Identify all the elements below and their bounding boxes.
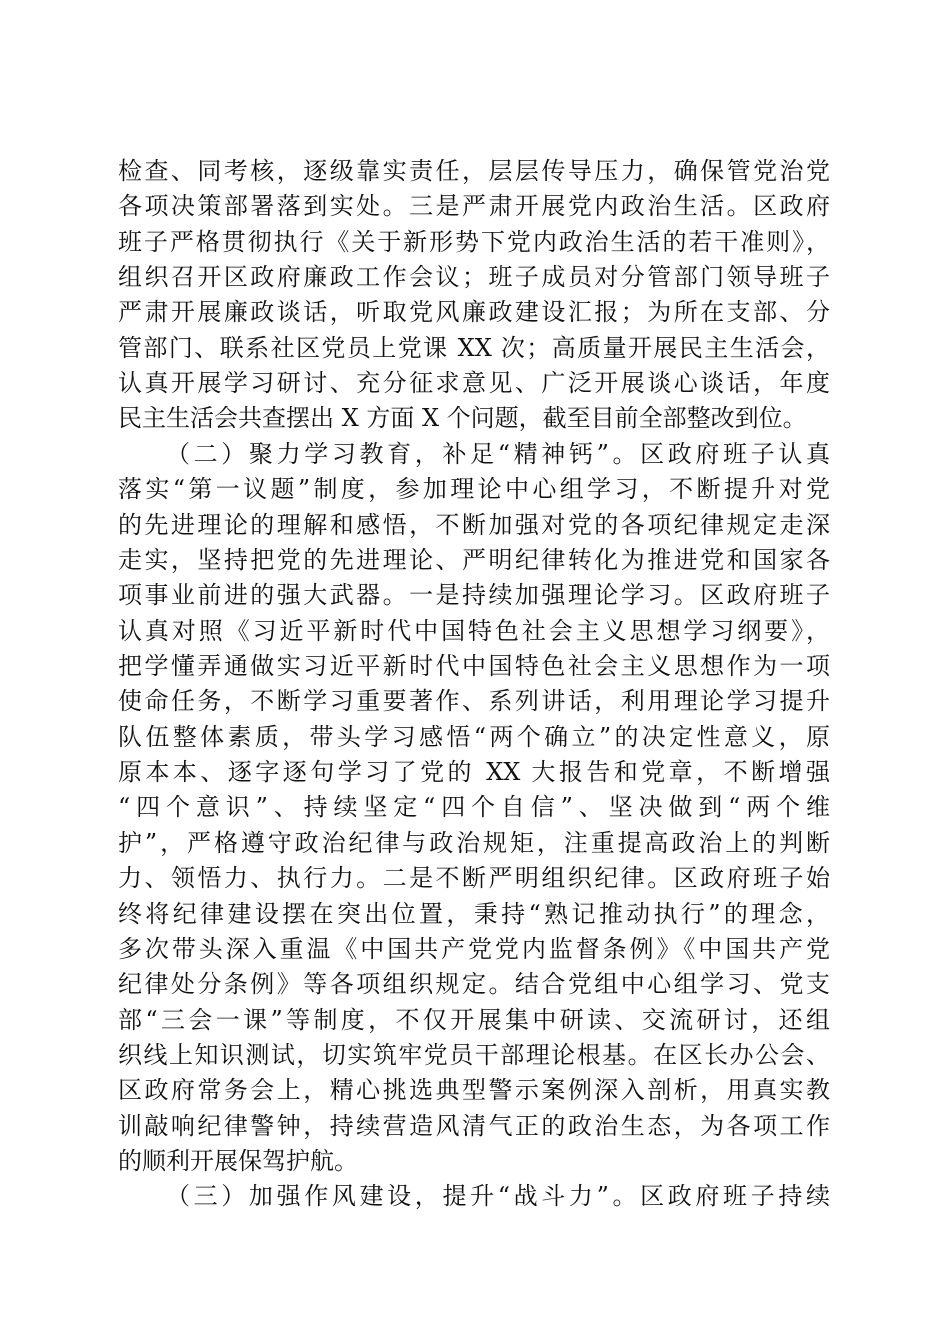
text-line: 组织召开区政府廉政工作会议；班子成员对分管部门领导班子 bbox=[118, 263, 830, 291]
text-line: 班子严格贯彻执行《关于新形势下党内政治生活的若干准则》， bbox=[118, 228, 830, 256]
text-line: 队伍整体素质，带头学习感悟“两个确立”的决定性意义，原 bbox=[118, 723, 830, 751]
text-line: 训敲响纪律警钟，持续营造风清气正的政治生态，为各项工作 bbox=[118, 1112, 830, 1140]
text-line: 区政府常务会上，精心挑选典型警示案例深入剖析，用真实教 bbox=[118, 1076, 830, 1104]
text-line: 落实“第一议题”制度，参加理论中心组学习，不断提升对党 bbox=[118, 475, 830, 503]
text-line: 检查、同考核，逐级靠实责任，层层传导压力，确保管党治党 bbox=[118, 157, 830, 185]
text-line: 认真开展学习研讨、充分征求意见、广泛开展谈心谈话，年度 bbox=[118, 369, 830, 397]
text-line: 把学懂弄通做实习近平新时代中国特色社会主义思想作为一项 bbox=[118, 652, 830, 680]
text-line: 认真对照《习近平新时代中国特色社会主义思想学习纲要》， bbox=[118, 617, 830, 645]
text-line: 走实，坚持把党的先进理论、严明纪律转化为推进党和国家各 bbox=[118, 546, 830, 574]
text-line: “四个意识”、持续坚定“四个自信”、坚决做到“两个维 bbox=[118, 793, 830, 821]
section-heading-two: （二）聚力学习教育，补足“精神钙”。区政府班子认真 bbox=[166, 440, 830, 468]
text-line: 多次带头深入重温《中国共产党党内监督条例》《中国共产党 bbox=[118, 935, 830, 963]
text-line: 项事业前进的强大武器。一是持续加强理论学习。区政府班子 bbox=[118, 581, 830, 609]
text-line: 终将纪律建设摆在突出位置，秉持“熟记推动执行”的理念， bbox=[118, 900, 830, 928]
text-line: 纪律处分条例》等各项组织规定。结合党组中心组学习、党支 bbox=[118, 970, 830, 998]
text-line: 民主生活会共查摆出 X 方面 X 个问题，截至目前全部整改到位。 bbox=[118, 404, 807, 432]
text-line: 的先进理论的理解和感悟，不断加强对党的各项纪律规定走深 bbox=[118, 511, 830, 539]
text-line: 部“三会一课”等制度，不仅开展集中研读、交流研讨，还组 bbox=[118, 1006, 830, 1034]
text-line: 原本本、逐字逐句学习了党的 XX 大报告和党章，不断增强 bbox=[118, 758, 830, 786]
text-line: 织线上知识测试，切实筑牢党员干部理论根基。在区长办公会、 bbox=[118, 1041, 830, 1069]
text-line: 严肃开展廉政谈话，听取党风廉政建设汇报；为所在支部、分 bbox=[118, 298, 830, 326]
text-line: 各项决策部署落到实处。三是严肃开展党内政治生活。区政府 bbox=[118, 192, 830, 220]
text-line: 力、领悟力、执行力。二是不断严明组织纪律。区政府班子始 bbox=[118, 864, 830, 892]
text-line: 护”，严格遵守政治纪律与政治规矩，注重提高政治上的判断 bbox=[118, 829, 830, 857]
text-line: 使命任务，不断学习重要著作、系列讲话，利用理论学习提升 bbox=[118, 687, 830, 715]
text-line: 的顺利开展保驾护航。 bbox=[118, 1147, 358, 1175]
section-heading-three: （三）加强作风建设，提升“战斗力”。区政府班子持续 bbox=[166, 1182, 830, 1210]
text-line: 管部门、联系社区党员上党课 XX 次；高质量开展民主生活会， bbox=[118, 334, 830, 362]
